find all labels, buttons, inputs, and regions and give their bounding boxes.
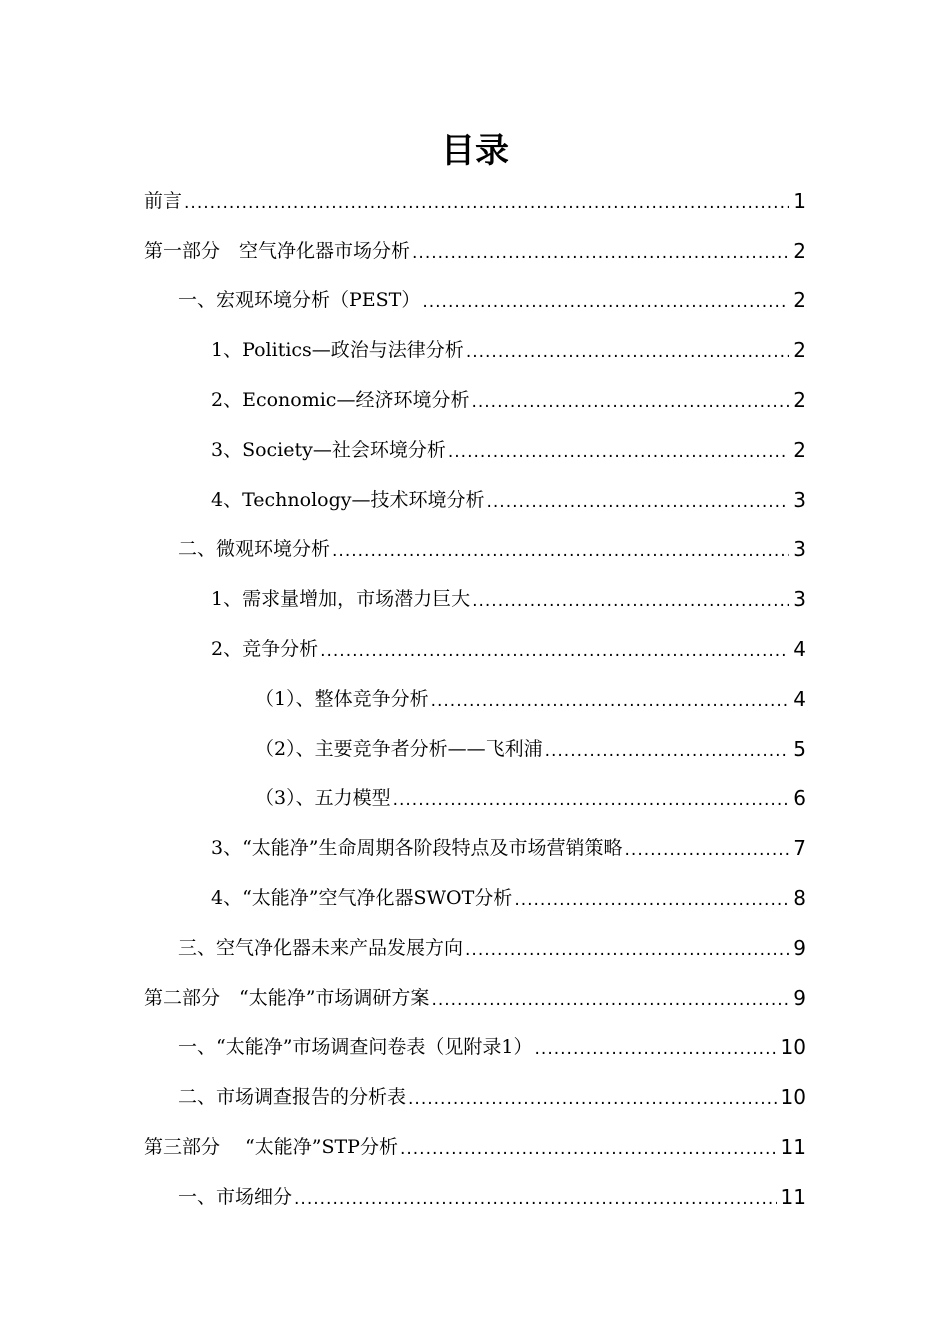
toc-entry-text: 前言 (144, 189, 183, 212)
toc-page-number: 2 (793, 338, 806, 363)
toc-entry-text: 2、竞争分析 (211, 638, 319, 661)
toc-page-number: 3 (793, 587, 806, 612)
toc-entry-five-forces[interactable] (0, 774, 950, 824)
toc-entry-text: 1、Politics—政治与法律分析 (211, 339, 464, 362)
dot-leader (472, 587, 789, 624)
toc-entry-text: 3、Society—社会环境分析 (211, 438, 446, 461)
dot-leader (625, 836, 790, 873)
toc-entry-text: 三、空气净化器未来产品发展方向 (178, 936, 464, 959)
dot-leader (431, 986, 789, 1023)
toc-page-number: 11 (780, 1135, 806, 1160)
toc-entry-future-direction[interactable] (0, 923, 950, 973)
toc-entry-text: 第二部分 “太能净”市场调研方案 (144, 986, 430, 1009)
toc-entry-preface[interactable] (0, 176, 950, 226)
dot-leader (514, 886, 789, 923)
dot-leader (408, 1085, 777, 1122)
dot-leader (448, 438, 789, 475)
toc-entry-society[interactable] (0, 425, 950, 475)
dot-leader (422, 288, 789, 325)
toc-page-number: 6 (793, 786, 806, 811)
toc-page-number: 9 (793, 935, 806, 960)
toc-entry-macro-environment[interactable] (0, 276, 950, 326)
toc-entry-text: 二、微观环境分析 (178, 538, 331, 561)
toc-page-number: 5 (793, 736, 806, 761)
toc-page-number: 3 (793, 537, 806, 562)
toc-page-number: 8 (793, 886, 806, 911)
dot-leader (487, 488, 790, 525)
toc-list (0, 176, 950, 1222)
toc-entry-questionnaire[interactable] (0, 1023, 950, 1073)
dot-leader (465, 936, 789, 973)
toc-entry-text: 第三部分 “太能净”STP分析 (144, 1136, 398, 1159)
toc-entry-text: （3）、五力模型 (255, 787, 391, 810)
toc-page-number: 3 (793, 487, 806, 512)
toc-page-number: 9 (793, 985, 806, 1010)
toc-entry-main-competitor[interactable] (0, 724, 950, 774)
toc-entry-demand[interactable] (0, 574, 950, 624)
toc-entry-text: （2）、主要竞争者分析——飞利浦 (255, 737, 543, 760)
toc-entry-text: 一、市场细分 (178, 1185, 293, 1208)
toc-entry-competition[interactable] (0, 624, 950, 674)
dot-leader (466, 338, 789, 375)
dot-leader (535, 1035, 777, 1072)
toc-entry-text: 第一部分 空气净化器市场分析 (144, 239, 411, 262)
toc-entry-analysis-table[interactable] (0, 1072, 950, 1122)
toc-entry-text: 4、Technology—技术环境分析 (211, 488, 485, 511)
dot-leader (320, 637, 789, 674)
toc-page-number: 11 (780, 1184, 806, 1209)
toc-page-number: 2 (793, 437, 806, 462)
toc-page-number: 4 (793, 637, 806, 662)
toc-entry-text: 4、“太能净”空气净化器SWOT分析 (211, 887, 513, 910)
toc-entry-part-three[interactable] (0, 1122, 950, 1172)
toc-title: 目录 (441, 131, 509, 171)
toc-page-number: 10 (780, 1035, 806, 1060)
toc-page-number: 7 (793, 836, 806, 861)
dot-leader (184, 189, 789, 226)
toc-entry-micro-environment[interactable] (0, 525, 950, 575)
toc-entry-text: 2、Economic—经济环境分析 (211, 389, 470, 412)
dot-leader (294, 1185, 777, 1222)
toc-entry-text: 一、宏观环境分析（PEST） (178, 289, 421, 312)
toc-entry-lifecycle[interactable] (0, 823, 950, 873)
toc-entry-economic[interactable] (0, 375, 950, 425)
toc-page-number: 10 (780, 1085, 806, 1110)
dot-leader (332, 537, 789, 574)
toc-entry-text: 二、市场调查报告的分析表 (178, 1086, 407, 1109)
toc-entry-politics[interactable] (0, 325, 950, 375)
toc-entry-text: 一、“太能净”市场调查问卷表（见附录1） (178, 1036, 533, 1059)
toc-entry-part-two[interactable] (0, 973, 950, 1023)
toc-entry-part-one[interactable] (0, 226, 950, 276)
dot-leader (412, 239, 789, 276)
toc-entry-text: （1）、整体竞争分析 (255, 687, 429, 710)
toc-page-number: 4 (793, 686, 806, 711)
toc-entry-text: 1、需求量增加，市场潜力巨大 (211, 588, 471, 611)
toc-entry-overall-competition[interactable] (0, 674, 950, 724)
toc-entry-text: 3、“太能净”生命周期各阶段特点及市场营销策略 (211, 837, 623, 860)
toc-entry-segmentation[interactable] (0, 1172, 950, 1222)
toc-entry-technology[interactable] (0, 475, 950, 525)
toc-entry-swot[interactable] (0, 873, 950, 923)
toc-page-number: 1 (793, 188, 806, 213)
toc-page-number: 2 (793, 288, 806, 313)
toc-page-number: 2 (793, 388, 806, 413)
dot-leader (431, 687, 790, 724)
dot-leader (545, 737, 790, 774)
dot-leader (400, 1135, 777, 1172)
dot-leader (393, 786, 790, 823)
toc-page-number: 2 (793, 238, 806, 263)
dot-leader (471, 388, 789, 425)
